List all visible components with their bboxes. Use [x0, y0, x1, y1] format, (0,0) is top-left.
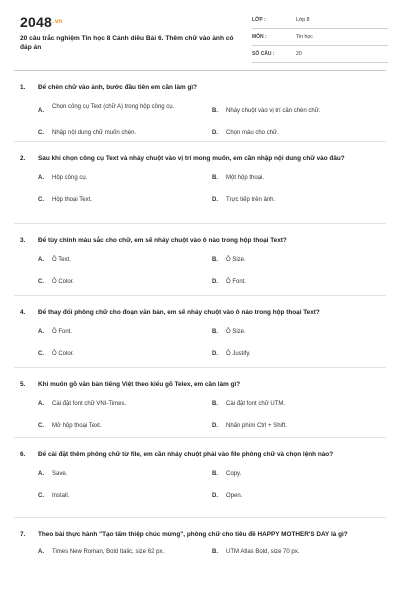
option-letter: B. [212, 549, 218, 555]
question-text: Để thay đổi phông chữ cho đoạn văn bản, em sẽ nháy chuột vào ô nào trong hộp thoại Text? [38, 309, 320, 316]
question-stem [14, 154, 364, 164]
question-item [14, 224, 386, 296]
option-letter: B. [212, 175, 218, 181]
option-letter: A. [38, 329, 44, 335]
site-logo[interactable] [20, 14, 62, 30]
option-text: Times New Roman, Bold Italic, size 62 px. [52, 549, 165, 555]
logo-suffix: .vn [52, 19, 63, 25]
option-letter: A. [38, 175, 44, 181]
option-letter: B. [212, 257, 218, 263]
question-number: 7. [20, 531, 26, 538]
question-item [14, 438, 386, 518]
option-letter: D. [212, 279, 218, 285]
question-stem [14, 308, 386, 318]
question-number: 3. [20, 237, 26, 244]
option-text: Mở hộp thoại Text. [52, 423, 102, 429]
meta-class-value: Lớp 8 [296, 17, 310, 23]
option-letter: C. [38, 493, 44, 499]
meta-subject-value: Tin học [296, 34, 313, 40]
question-stem [14, 450, 364, 460]
option-text: Chọn công cụ Text (chữ A) trong hộp công cụ. [52, 104, 175, 110]
option-text: Copy. [226, 471, 242, 477]
question-item [14, 518, 386, 578]
question-text: Để cài đặt thêm phông chữ từ file, em cần nháy chuột phải vào file phông chữ và chọn lệnh nào? [38, 451, 334, 458]
option-text: UTM Atlas Bold, size 70 px. [226, 549, 300, 555]
option-text: Ô Justify. [226, 351, 251, 357]
option-text: Ô Text. [52, 257, 71, 263]
option-letter: C. [38, 351, 44, 357]
option-text: Nháy chuột vào vị trí cần chèn chữ. [226, 108, 321, 114]
document-meta [252, 14, 388, 65]
document-title: 20 câu trắc nghiệm Tin học 8 Cánh diều Bài 6. Thêm chữ vào ảnh có đáp án [20, 35, 234, 51]
meta-count-label: SỐ CÂU : [252, 51, 275, 57]
question-number: 5. [20, 381, 26, 388]
question-text: Sau khi chọn công cụ Text và nháy chuột vào vị trí mong muốn, em cần nhập nội dung chữ vào đâu? [38, 155, 345, 162]
question-text: Để tùy chỉnh màu sắc cho chữ, em sẽ nháy chuột vào ô nào trong hộp thoại Text? [38, 237, 287, 244]
meta-class-label: LỚP : [252, 17, 266, 23]
option-letter: D. [212, 423, 218, 429]
option-letter: B. [212, 471, 218, 477]
question-item [14, 142, 386, 224]
question-number: 4. [20, 309, 26, 316]
header-divider [14, 70, 386, 71]
option-letter: D. [212, 493, 218, 499]
option-text: Chọn màu cho chữ. [226, 130, 279, 136]
option-text: Cài đặt font chữ VNI-Times. [52, 401, 127, 407]
option-text: Ô Size. [226, 257, 246, 263]
option-text: Ô Color. [52, 351, 75, 357]
meta-class-row [252, 14, 388, 29]
option-letter: A. [38, 401, 44, 407]
option-text: Save. [52, 471, 68, 477]
option-text: Trực tiếp trên ảnh. [226, 197, 276, 203]
option-text: Ô Color. [52, 279, 75, 285]
option-text: Một hộp thoại. [226, 175, 265, 181]
question-stem [14, 530, 364, 540]
option-text: Hộp công cụ. [52, 175, 88, 181]
option-letter: C. [38, 279, 44, 285]
option-letter: A. [38, 257, 44, 263]
option-text: Ô Size. [226, 329, 246, 335]
option-text: Cài đặt font chữ UTM. [226, 401, 286, 407]
option-text: Nhập nội dung chữ muốn chèn. [52, 130, 137, 136]
question-text: Để chèn chữ vào ảnh, bước đầu tiên em cần làm gì? [38, 84, 198, 91]
meta-count-value: 20 [296, 51, 302, 57]
meta-subject-row [252, 31, 388, 46]
option-text: Hộp thoại Text. [52, 197, 92, 203]
option-text: Open. [226, 493, 243, 499]
option-letter: D. [212, 351, 218, 357]
option-letter: A. [38, 549, 44, 555]
logo-text: 2048 [20, 14, 52, 30]
option-text: Ô Font. [52, 329, 73, 335]
question-text: Khi muốn gõ văn bản tiếng Việt theo kiểu gõ Telex, em cần làm gì? [38, 381, 241, 388]
option-letter: C. [38, 130, 44, 136]
question-item [14, 76, 386, 142]
option-letter: A. [38, 471, 44, 477]
meta-count-row [252, 48, 388, 63]
meta-subject-label: MÔN : [252, 34, 267, 40]
question-number: 6. [20, 451, 26, 458]
question-stem [14, 83, 386, 93]
question-item [14, 296, 386, 368]
option-letter: C. [38, 197, 44, 203]
question-number: 1. [20, 84, 26, 91]
question-stem [14, 380, 386, 390]
option-letter: B. [212, 329, 218, 335]
option-letter: B. [212, 401, 218, 407]
question-item [14, 368, 386, 438]
option-text: Ô Font. [226, 279, 247, 285]
question-stem [14, 236, 386, 246]
option-text: Nhấn phím Ctrl + Shift. [226, 423, 287, 429]
option-letter: A. [38, 108, 44, 114]
question-list [14, 76, 386, 578]
question-number: 2. [20, 155, 26, 162]
option-letter: B. [212, 108, 218, 114]
option-letter: C. [38, 423, 44, 429]
option-text: Install. [52, 493, 70, 499]
question-text: Theo bài thực hành "Tạo tấm thiệp chúc mừng", phông chữ cho tiêu đề HAPPY MOTHER'S DAY là gì? [38, 531, 348, 538]
option-letter: D. [212, 130, 218, 136]
option-letter: D. [212, 197, 218, 203]
document-header [16, 12, 386, 64]
